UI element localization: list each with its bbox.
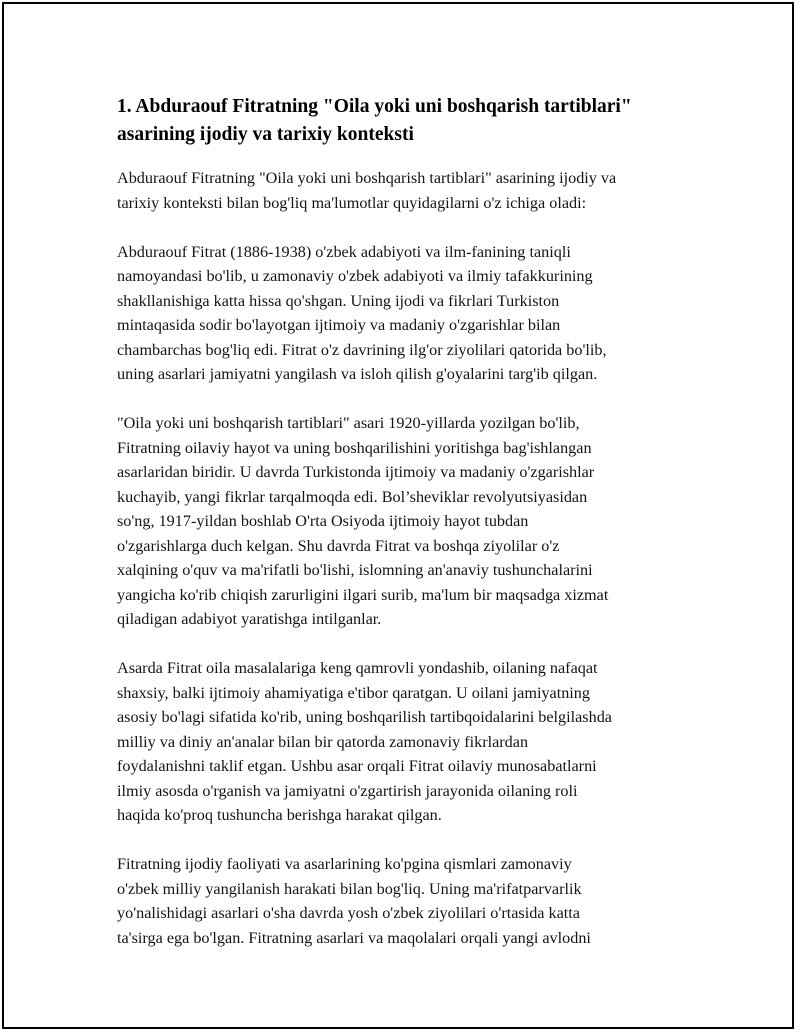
paragraph-line: qiladigan adabiyot yaratishga intilganlar. [117,610,382,628]
paragraph-line: uning asarlari jamiyatni yangilash va isloh qilish g'oyalarini targ'ib qilgan. [117,365,598,383]
paragraph-line: shaxsiy, balki ijtimoiy ahamiyatiga e'tibor qaratgan. U oilani jamiyatning [117,683,590,702]
paragraph-line: tarixiy konteksti bilan bog'liq ma'lumotlar quyidagilarni o'z ichiga oladi: [117,193,587,212]
paragraph-line: mintaqasida sodir bo'layotgan ijtimoiy va madaniy o'zgarishlar bilan [117,316,561,334]
paragraph-line: foydalanishni taklif etgan. Ushbu asar orqali Fitrat oilaviy munosabatlarni [117,757,597,775]
paragraph-line: namoyandasi bo'lib, u zamonaviy o'zbek adabiyoti va ilmiy tafakkurining [117,267,593,285]
paragraph-line: ta'sirga ega bo'lgan. Fitratning asarlari va maqolalari orqali yangi avlodni [117,928,591,947]
paragraph-line: Abduraouf Fitrat (1886-1938) o'zbek adabiyoti va ilm-fanining taniqli [117,242,571,261]
paragraph-5 [117,852,717,950]
paragraph-line: so'ng, 1917-yildan boshlab O'rta Osiyoda ijtimoiy hayot tubdan [117,512,529,530]
paragraph-line: Fitratning oilaviy hayot va uning boshqarilishini yoritishga bag'ishlangan [117,438,592,457]
paragraph-line: ilmiy asosda o'rganish va jamiyatni o'zgartirish jarayonida oilaning roli [117,781,578,800]
paragraph-3 [117,411,717,632]
paragraph-line: o'zbek milliy yangilanish harakati bilan bog'liq. Uning ma'rifatparvarlik [117,879,582,898]
paragraph-line: asarlaridan biridir. U davrda Turkistonda ijtimoiy va madaniy o'zgarishlar [117,463,595,481]
paragraph-line: "Oila yoki uni boshqarish tartiblari" asari 1920-yillarda yozilgan bo'lib, [117,414,580,432]
paragraph-line: Asarda Fitrat oila masalalariga keng qamrovli yondashib, oilaning nafaqat [117,659,598,677]
section-heading [117,93,717,149]
paragraph-line: yo'nalishidagi asarlari o'sha davrda yosh o'zbek ziyolilari o'rtasida katta [117,904,580,922]
document-body [117,93,717,975]
paragraph-line: milliy va diniy an'analar bilan bir qatorda zamonaviy fikrlardan [117,732,529,751]
paragraph-line: asosiy bo'lagi sifatida ko'rib, uning boshqarilish tartibqoidalarini belgilashda [117,708,612,726]
paragraph-line: yangicha ko'rib chiqish zarurligini ilgari surib, ma'lum bir maqsadga xizmat [117,585,609,604]
paragraph-line: shakllanishiga katta hissa qo'shgan. Uning ijodi va fikrlari Turkiston [117,291,560,310]
paragraph-4 [117,656,717,828]
heading-line-2: asarining ijodiy va tarixiy konteksti [117,124,414,145]
paragraph-line: Fitratning ijodiy faoliyati va asarlarining ko'pgina qismlari zamonaviy [117,855,572,873]
paragraph-line: kuchayib, yangi fikrlar tarqalmoqda edi. Bol’sheviklar revolyutsiyasidan [117,487,588,506]
paragraph-1 [117,166,717,215]
paragraph-line: chambarchas bog'liq edi. Fitrat o'z davrining ilg'or ziyolilari qatorida bo'lib, [117,340,607,359]
heading-line-1: 1. Abduraouf Fitratning "Oila yoki uni boshqarish tartiblari" [117,96,632,117]
paragraph-line: xalqining o'quv va ma'rifatli bo'lishi, islomning an'anaviy tushunchalarini [117,561,593,579]
paragraph-line: Abduraouf Fitratning "Oila yoki uni boshqarish tartiblari" asarining ijodiy va [117,169,617,187]
paragraph-line: haqida ko'proq tushuncha berishga harakat qilgan. [117,806,442,824]
paragraph-2 [117,240,717,387]
paragraph-line: o'zgarishlarga duch kelgan. Shu davrda Fitrat va boshqa ziyolilar o'z [117,536,560,555]
paragraphs [117,166,717,950]
